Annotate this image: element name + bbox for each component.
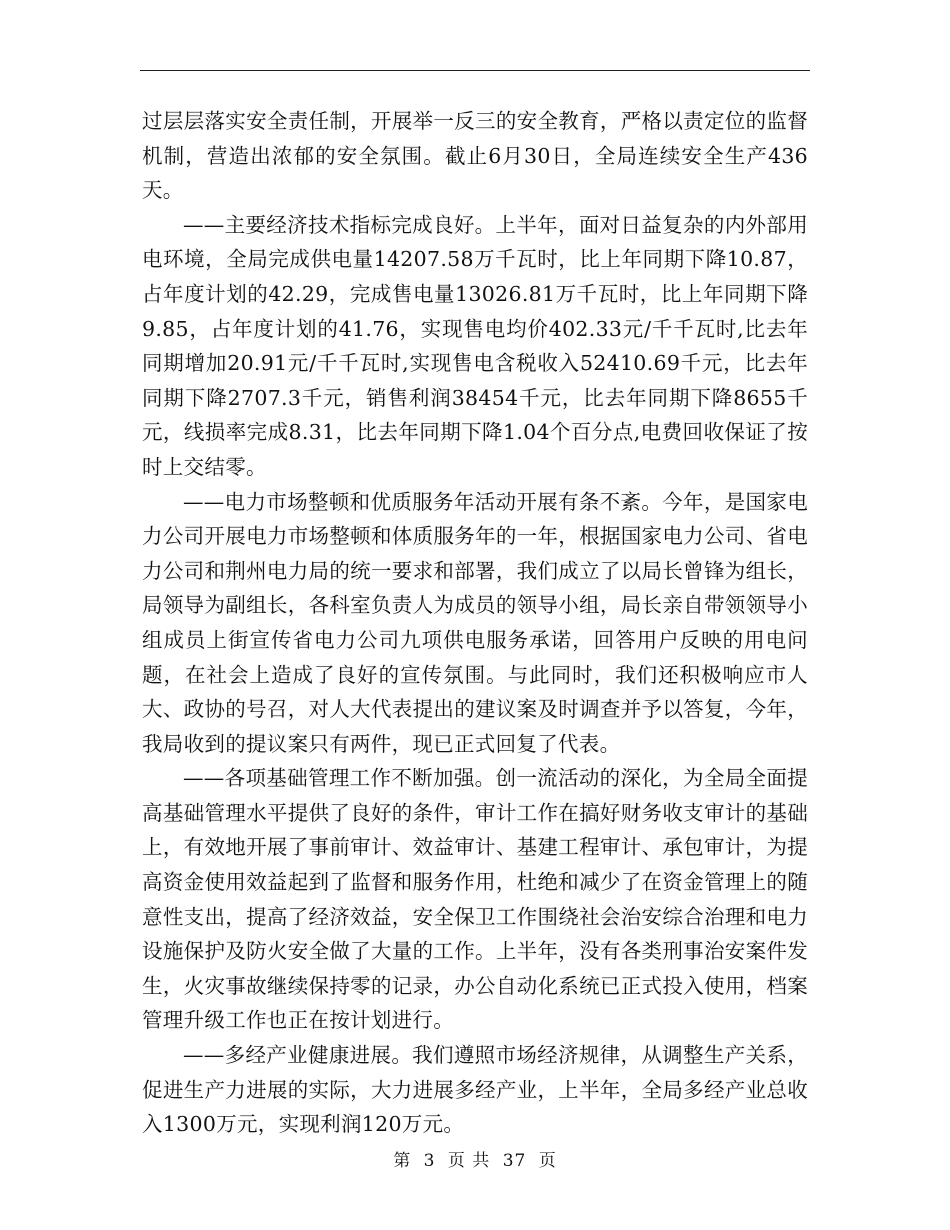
paragraph-safety-continuation: 过层层落实安全责任制，开展举一反三的安全教育，严格以责定位的监督机制，营造出浓郁的安全氛围。截止6月30日，全局连续安全生产436天。 <box>142 109 808 203</box>
document-body <box>142 104 808 1142</box>
paragraph-basic-management: ——各项基础管理工作不断加强。创一流活动的深化，为全局全面提高基础管理水平提供了良好的条件，审计工作在搞好财务收支审计的基础上，有效地开展了事前审计、效益审计、基建工程审计、承包审计，为提高资金使用效益起到了监督和服务作用，杜绝和减少了在资金管理上的随意性支出，提高了经济效益，安全保卫工作围绕社会治安综合治理和电力设施保护及防火安全做了大量的工作。上半年，没有各类刑事治安案件发生，火灾事故继续保持零的记录，办公自动化系统已正式投入使用，档案管理升级工作也正在按计划进行。 <box>142 766 808 1033</box>
footer-prefix: 第 <box>393 1151 412 1171</box>
page-footer <box>0 1146 950 1171</box>
paragraph-market-service: ——电力市场整顿和优质服务年活动开展有条不紊。今年，是国家电力公司开展电力市场整顿和体质服务年的一年，根据国家电力公司、省电力公司和荆州电力局的统一要求和部署，我们成立了以局长曾锋为组长，局领导为副组长，各科室负责人为成员的领导小组，局长亲自带领领导小组成员上街宣传省电力公司九项供电服务承诺，回答用户反映的用电问题，在社会上造成了良好的宣传氛围。与此同时，我们还积极响应市人大、政协的号召，对人大代表提出的建议案及时调查并予以答复，今年，我局收到的提议案只有两件，现已正式回复了代表。 <box>142 489 808 756</box>
footer-middle: 页 共 <box>447 1151 491 1171</box>
total-pages: 37 <box>502 1151 527 1171</box>
page-number: 3 <box>423 1151 436 1171</box>
paragraph-economic-indicators: ——主要经济技术指标完成良好。上半年，面对日益复杂的内外部用电环境，全局完成供电量14207.58万千瓦时，比上年同期下降10.87，占年度计划的42.29，完成售电量13026.81万千瓦时，比上年同期下降9.85，占年度计划的41.76，实现售电均价402.33元/千千瓦时,比去年同期增加20.91元/千千瓦时,实现售电含税收入52410.69千元，比去年同期下降2707.3千元，销售利润38454千元，比去年同期下降8655千元，线损率完成8.31，比去年同期下降1.04个百分点,电费回收保证了按时上交结零。 <box>142 212 808 479</box>
footer-suffix: 页 <box>538 1151 557 1171</box>
header-rule <box>140 70 810 71</box>
paragraph-diversified-industry: ——多经产业健康进展。我们遵照市场经济规律，从调整生产关系，促进生产力进展的实际，大力进展多经产业，上半年，全局多经产业总收入1300万元，实现利润120万元。 <box>142 1043 808 1137</box>
